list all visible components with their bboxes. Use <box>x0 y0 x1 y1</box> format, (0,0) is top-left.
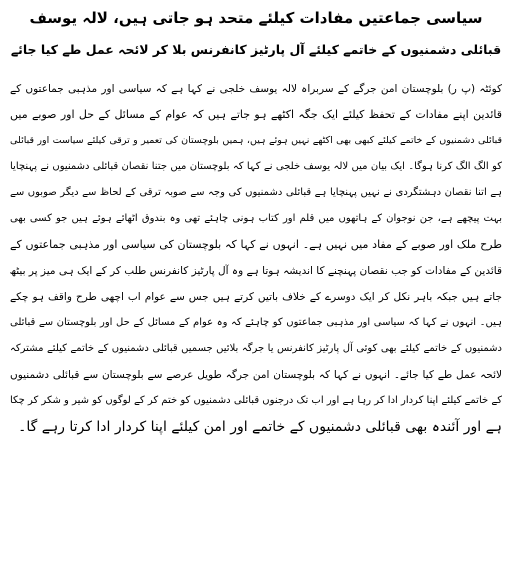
article-line: دشمنیوں کے خاتمے کیلئے بھی کوئی آل پارٹیز کانفرنس یا جرگہ بلائیں جسمیں قبائلی دشمنیوں کے خاتمے کیلئے مشترکہ <box>10 343 502 354</box>
article-line: ہے اور آئندہ بھی قبائلی دشمنیوں کے خاتمے اور امن کیلئے اپنا کردار ادا کرتا رہے گا۔ <box>18 419 502 435</box>
article-line: ہے اتنا نقصان دہشتگردی نے نہیں پہنچایا ہے قبائلی دشمنیوں کی وجہ سے صوبہ ترقی کے لحاظ سے دیگر صوبوں سے <box>10 187 502 198</box>
article-subheadline: قبائلی دشمنیوں کے خاتمے کیلئے آل پارٹیز کانفرنس بلا کر لائحہ عمل طے کیا جائے <box>10 42 502 57</box>
article-line: قبائلی دشمنیوں کے خاتمے کیلئے کبھی بھی اکٹھے نہیں ہوئے ہیں، ہمیں بلوچستان کی تعمیر و ترقی کیلئے سیاست اور قبائلی <box>10 135 502 146</box>
article-line: لائحہ عمل طے کیا جائے۔ انہوں نے کہا کہ بلوچستان امن جرگہ طویل عرصے سے بلوچستان سے قبائلی دشمنیوں <box>10 369 502 381</box>
article-line: طرح ملک اور صوبے کے مفاد میں نہیں ہے۔ انہوں نے کہا کہ بلوچستان کی سیاسی اور مذہبی جماعتوں کے <box>10 238 502 251</box>
article-body <box>10 76 502 440</box>
article-line: ہیں۔ انہوں نے کہا کہ سیاسی اور مذہبی جماعتوں کو چاہئے کہ وہ عوام کے مسائل کے حل اور بلوچستان سے قبائلی <box>10 317 502 328</box>
article-line: جاتے ہیں جبکہ باہر نکل کر ایک دوسرے کے خلاف باتیں کرتے ہیں جس سے عوام اب اچھی طرح واقف ہو چکے <box>10 291 502 303</box>
article-line: قائدین اپنے مفادات کے تحفظ کیلئے ایک جگہ اکٹھے ہو جاتے ہیں کہ عوام کے مسائل کے حل اور صوبے میں <box>10 108 502 121</box>
article-headline: سیاسی جماعتیں مفادات کیلئے متحد ہو جاتی ہیں، لالہ یوسف <box>29 9 483 27</box>
article-line: کوئٹہ (پ ر) بلوچستان امن جرگے کے سربراہ لالہ یوسف خلجی نے کہا ہے کہ سیاسی اور مذہبی جماعتوں کے <box>10 83 502 95</box>
article-line: قائدین کے مفادات کو جب نقصان پہنچنے کا اندیشہ ہوتا ہے وہ آل پارٹیز کانفرنس طلب کر کے ایک ہی میز پر بیٹھ <box>10 265 502 277</box>
article-line: کے خاتمے کیلئے اپنا کردار ادا کر رہا ہے اور اب تک درجنوں قبائلی دشمنیوں کو ختم کر کے لوگوں کو شیر و شکر کر چکا <box>10 395 502 406</box>
article-line: بہت پیچھے ہے، جن نوجوان کے ہاتھوں میں قلم اور کتاب ہونی چاہئے تھی وہ بندوق اٹھائے ہوئے ہیں جو کسی بھی <box>10 213 502 224</box>
article-line: کو الگ الگ کرنا ہوگا۔ ایک بیان میں لالہ یوسف خلجی نے کہا کہ بلوچستان میں جتنا نقصان قبائلی دشمنیوں نے پہنچایا <box>10 161 502 172</box>
